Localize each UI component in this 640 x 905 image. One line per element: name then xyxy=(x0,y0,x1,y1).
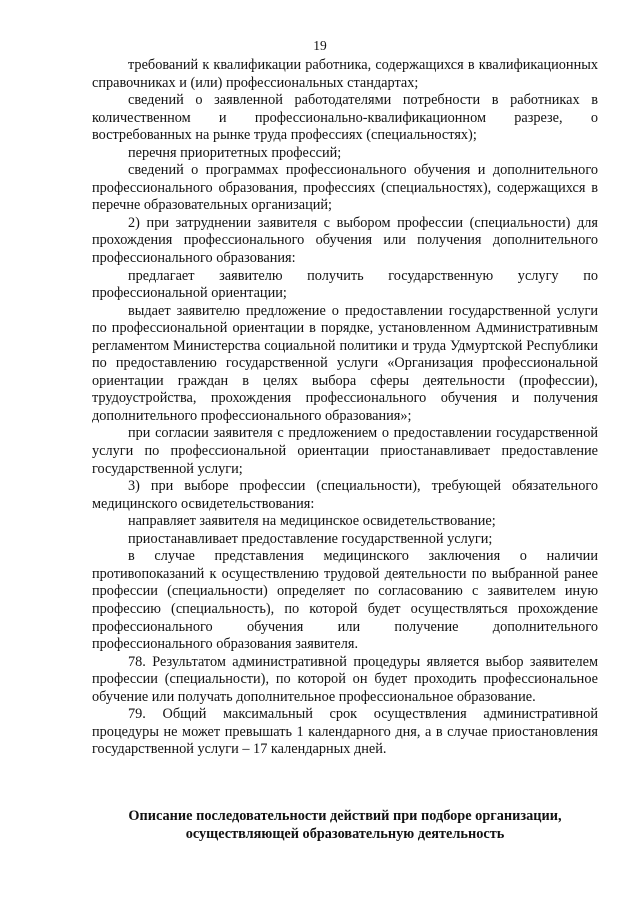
heading-line: осуществляющей образовательную деятельность xyxy=(185,825,505,842)
paragraph: 78. Результатом административной процедуры является выбор заявителем профессии (специальности), по которой он будет проходить профессиональное обучение или получать дополнительное профессиональное образование. xyxy=(92,653,598,705)
paragraph: 2) при затруднении заявителя с выбором профессии (специальности) для прохождения профессионального обучения или получения дополнительного профессионального образования: xyxy=(92,214,598,267)
paragraph: перечня приоритетных профессий; xyxy=(128,144,342,161)
paragraph: сведений о программах профессионального обучения и дополнительного профессионального образования, профессиях (специальностях), содержащихся в перечне образовательных организаций; xyxy=(92,162,598,214)
section-heading xyxy=(92,808,598,843)
paragraph: приостанавливает предоставление государственной услуги; xyxy=(128,530,493,547)
body-text xyxy=(92,57,598,759)
paragraph: направляет заявителя на медицинское освидетельствование; xyxy=(128,513,496,530)
page-number: 19 xyxy=(313,38,327,53)
paragraph: требований к квалификации работника, содержащихся в квалификационных справочниках и (или) профессиональных стандартах; xyxy=(92,57,598,91)
paragraph: сведений о заявленной работодателями потребности в работниках в количественном и профессионально-квалификационном разрезе, о востребованных на рынке труда профессиях (специальностях); xyxy=(92,92,598,144)
heading-line: Описание последовательности действий при подборе организации, xyxy=(128,808,562,824)
paragraph: 3) при выборе профессии (специальности), требующей обязательного медицинского освидетельствования: xyxy=(92,478,598,512)
paragraph: предлагает заявителю получить государственную услугу по профессиональной ориентации; xyxy=(92,267,598,302)
paragraph: выдает заявителю предложение о предоставлении государственной услуги по профессиональной ориентации в порядке, установленном Административным регламентом Министерства социальной политики и труда Удмуртской Республики по предоставлению государственной услуги «Организация профессиональной ориентации граждан в целях выбора сферы деятельности (профессии), трудоустройства, прохождения профессионального обучения и получения дополнительного профессионального образования»; xyxy=(92,302,598,424)
paragraph: в случае представления медицинского заключения о наличии противопоказаний к осуществлению трудовой деятельности по выбранной ранее профессии (специальности) определяет по согласованию с заявителем иную профессию (специальность), по которой будет осуществляться прохождение профессионального обучения или получение дополнительного профессионального образования заявителя. xyxy=(92,548,598,653)
paragraph: 79. Общий максимальный срок осуществления административной процедуры не может превышать 1 календарного дня, а в случае приостановления государственной услуги – 17 календарных дней. xyxy=(92,706,598,758)
paragraph: при согласии заявителя с предложением о предоставлении государственной услуги по профессиональной ориентации приостанавливает предоставление государственной услуги; xyxy=(92,425,598,477)
